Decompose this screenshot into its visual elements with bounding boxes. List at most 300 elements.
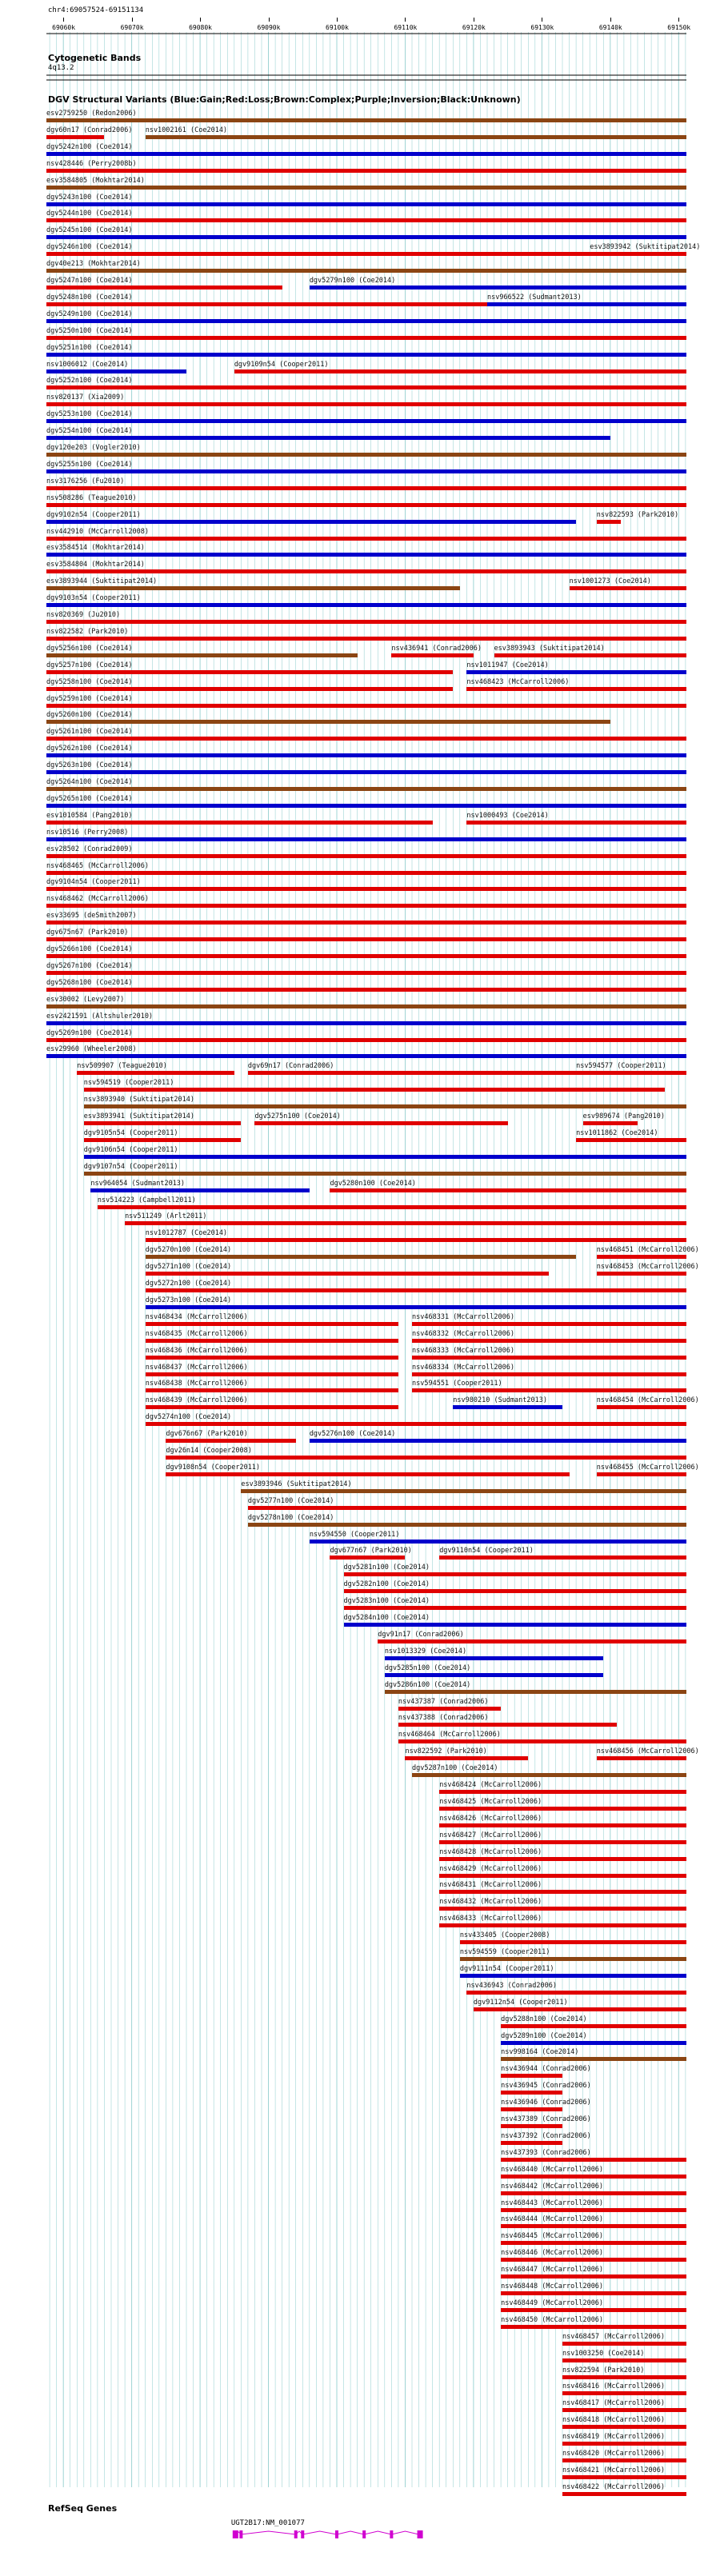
variant-label[interactable]: nsv1002161 (Coe2014)	[145, 126, 228, 134]
variant-bar-loss[interactable]	[501, 2224, 686, 2228]
variant-bar-loss[interactable]	[398, 1739, 686, 1743]
variant-label[interactable]: esv33695 (deSmith2007)	[46, 912, 137, 921]
variant-bar-loss[interactable]	[412, 1356, 686, 1360]
variant-label[interactable]: esv3893943 (Suktitipat2014)	[494, 644, 605, 653]
variant-bar-loss[interactable]	[501, 2091, 562, 2095]
variant-label[interactable]: dgv5266n100 (Coe2014)	[46, 945, 133, 953]
variant-label[interactable]: nsv468439 (McCarroll2006)	[145, 1396, 248, 1405]
variant-label[interactable]: nsv820137 (Xia2009)	[46, 393, 125, 402]
variant-bar-gain[interactable]	[501, 2041, 686, 2045]
variant-label[interactable]: dgv5289n100 (Coe2014)	[501, 2031, 587, 2040]
variant-bar-loss[interactable]	[344, 1589, 686, 1593]
variant-label[interactable]: esv30002 (Levy2007)	[46, 995, 125, 1004]
variant-label[interactable]: dgv5253n100 (Coe2014)	[46, 410, 133, 419]
variant-label[interactable]: nsv468431 (McCarroll2006)	[439, 1881, 542, 1890]
variant-label[interactable]: nsv468462 (McCarroll2006)	[46, 895, 149, 904]
variant-label[interactable]: dgv9110n54 (Cooper2011)	[439, 1547, 534, 1556]
variant-label[interactable]: dgv9104n54 (Cooper2011)	[46, 878, 141, 887]
variant-bar-loss[interactable]	[466, 821, 686, 825]
variant-bar-loss[interactable]	[501, 2208, 686, 2212]
variant-bar-loss[interactable]	[84, 1138, 242, 1142]
variant-bar-loss[interactable]	[501, 2175, 686, 2179]
variant-bar-loss[interactable]	[46, 670, 453, 674]
variant-bar-loss[interactable]	[501, 2325, 686, 2329]
variant-label[interactable]: dgv5287n100 (Coe2014)	[412, 1764, 498, 1773]
variant-bar-loss[interactable]	[248, 1506, 686, 1510]
variant-label[interactable]: nsv3893940 (Suktitipat2014)	[83, 1096, 194, 1104]
variant-label[interactable]: dgv5281n100 (Coe2014)	[343, 1564, 430, 1572]
variant-bar-loss[interactable]	[248, 1071, 590, 1075]
variant-label[interactable]: esv3584804 (Mokhtar2014)	[46, 561, 145, 569]
variant-bar-loss[interactable]	[46, 904, 686, 908]
variant-bar-gain[interactable]	[344, 1623, 686, 1627]
variant-label[interactable]: esv3893941 (Suktitipat2014)	[83, 1112, 194, 1120]
variant-label[interactable]: nsv468334 (McCarroll2006)	[412, 1363, 514, 1372]
variant-label[interactable]: nsv1011862 (Coe2014)	[576, 1128, 658, 1137]
variant-bar-loss[interactable]	[46, 385, 686, 389]
variant-bar-complex[interactable]	[241, 1489, 686, 1493]
variant-label[interactable]: nsv964054 (Sudmant2013)	[90, 1179, 186, 1188]
variant-bar-complex[interactable]	[46, 720, 610, 724]
variant-label[interactable]: dgv5246n100 (Coe2014)	[46, 243, 133, 252]
variant-bar-loss[interactable]	[146, 1322, 398, 1326]
variant-label[interactable]: dgv5244n100 (Coe2014)	[46, 210, 133, 218]
variant-label[interactable]: nsv468457 (McCarroll2006)	[562, 2332, 665, 2341]
variant-label[interactable]: nsv468453 (McCarroll2006)	[596, 1263, 699, 1272]
variant-label[interactable]: nsv433405 (Cooper2008)	[459, 1931, 550, 1940]
variant-bar-complex[interactable]	[248, 1523, 686, 1527]
variant-label[interactable]: dgv5271n100 (Coe2014)	[145, 1263, 232, 1272]
variant-label[interactable]: nsv437389 (Conrad2006)	[501, 2115, 591, 2123]
variant-label[interactable]: nsv437388 (Conrad2006)	[398, 1714, 489, 1723]
variant-bar-loss[interactable]	[46, 854, 686, 858]
variant-bar-loss[interactable]	[398, 1723, 617, 1727]
variant-bar-complex[interactable]	[146, 1255, 576, 1259]
variant-label[interactable]: dgv5270n100 (Coe2014)	[145, 1246, 232, 1255]
variant-bar-loss[interactable]	[501, 2074, 562, 2078]
variant-bar-loss[interactable]	[46, 937, 686, 941]
variant-label[interactable]: nsv468332 (McCarroll2006)	[412, 1329, 514, 1338]
variant-label[interactable]: nsv594551 (Cooper2011)	[412, 1380, 502, 1388]
variant-bar-loss[interactable]	[166, 1439, 295, 1443]
variant-bar-loss[interactable]	[501, 2124, 562, 2128]
variant-label[interactable]: nsv468448 (McCarroll2006)	[501, 2282, 604, 2290]
variant-bar-loss[interactable]	[501, 2191, 686, 2195]
variant-bar-complex[interactable]	[146, 135, 686, 139]
variant-bar-loss[interactable]	[439, 1907, 686, 1911]
variant-label[interactable]: nsv468428 (McCarroll2006)	[439, 1847, 542, 1856]
variant-label[interactable]: dgv5280n100 (Coe2014)	[330, 1179, 416, 1188]
variant-bar-loss[interactable]	[412, 1372, 686, 1376]
variant-bar-gain[interactable]	[46, 436, 610, 440]
variant-bar-loss[interactable]	[146, 1372, 398, 1376]
variant-label[interactable]: dgv5245n100 (Coe2014)	[46, 226, 133, 235]
variant-bar-loss[interactable]	[46, 169, 686, 173]
variant-bar-loss[interactable]	[84, 1121, 242, 1125]
variant-label[interactable]: dgv5282n100 (Coe2014)	[343, 1580, 430, 1589]
variant-label[interactable]: esv2421591 (Altshuler2010)	[46, 1012, 154, 1020]
variant-bar-loss[interactable]	[344, 1606, 686, 1610]
variant-label[interactable]: dgv91n17 (Conrad2006)	[378, 1630, 464, 1639]
variant-bar-gain[interactable]	[46, 553, 686, 557]
variant-bar-gain[interactable]	[46, 520, 576, 524]
variant-label[interactable]: nsv966522 (Sudmant2013)	[487, 293, 582, 302]
variant-label[interactable]: dgv26n14 (Cooper2008)	[166, 1447, 252, 1455]
variant-bar-gain[interactable]	[46, 837, 686, 841]
variant-bar-complex[interactable]	[84, 1104, 686, 1108]
variant-bar-gain[interactable]	[46, 419, 686, 423]
variant-bar-loss[interactable]	[234, 369, 686, 373]
variant-bar-loss[interactable]	[501, 2308, 686, 2312]
variant-bar-loss[interactable]	[46, 954, 686, 958]
variant-label[interactable]: nsv468443 (McCarroll2006)	[501, 2199, 604, 2207]
variant-bar-loss[interactable]	[46, 620, 686, 624]
variant-bar-complex[interactable]	[412, 1773, 686, 1777]
variant-label[interactable]: nsv468419 (McCarroll2006)	[562, 2433, 665, 2442]
variant-label[interactable]: dgv5254n100 (Coe2014)	[46, 427, 133, 436]
variant-bar-loss[interactable]	[46, 971, 686, 975]
variant-bar-loss[interactable]	[439, 1556, 686, 1560]
variant-label[interactable]: nsv3176256 (Fu2010)	[46, 477, 125, 485]
variant-bar-loss[interactable]	[398, 1707, 501, 1711]
variant-bar-loss[interactable]	[439, 1874, 686, 1878]
variant-bar-loss[interactable]	[46, 871, 686, 875]
variant-bar-loss[interactable]	[562, 2492, 686, 2496]
variant-label[interactable]: nsv468442 (McCarroll2006)	[501, 2182, 604, 2191]
variant-bar-gain[interactable]	[46, 603, 686, 607]
variant-label[interactable]: nsv468416 (McCarroll2006)	[562, 2382, 665, 2391]
variant-label[interactable]: nsv468418 (McCarroll2006)	[562, 2416, 665, 2425]
variant-bar-gain[interactable]	[310, 1540, 686, 1544]
variant-bar-loss[interactable]	[597, 1405, 686, 1409]
variant-label[interactable]: dgv5258n100 (Coe2014)	[46, 677, 133, 686]
variant-bar-loss[interactable]	[562, 2425, 686, 2429]
variant-bar-gain[interactable]	[84, 1155, 686, 1159]
variant-bar-gain[interactable]	[46, 319, 686, 323]
variant-label[interactable]: dgv5264n100 (Coe2014)	[46, 778, 133, 786]
variant-label[interactable]: nsv1013329 (Coe2014)	[384, 1647, 467, 1655]
variant-bar-complex[interactable]	[46, 186, 686, 190]
variant-label[interactable]: dgv5261n100 (Coe2014)	[46, 728, 133, 737]
variant-bar-complex[interactable]	[46, 586, 460, 590]
variant-label[interactable]: nsv1012787 (Coe2014)	[145, 1229, 228, 1238]
variant-label[interactable]: nsv1011947 (Coe2014)	[466, 661, 549, 669]
variant-bar-loss[interactable]	[501, 2274, 686, 2278]
variant-bar-loss[interactable]	[344, 1572, 686, 1576]
variant-label[interactable]: dgv5273n100 (Coe2014)	[145, 1296, 232, 1304]
variant-bar-gain[interactable]	[310, 286, 686, 290]
variant-bar-loss[interactable]	[46, 921, 686, 925]
variant-bar-loss[interactable]	[412, 1388, 686, 1392]
variant-label[interactable]: dgv5263n100 (Coe2014)	[46, 761, 133, 770]
variant-bar-loss[interactable]	[46, 402, 686, 406]
variant-bar-loss[interactable]	[460, 1940, 686, 1944]
variant-label[interactable]: dgv60n17 (Conrad2006)	[46, 126, 133, 134]
variant-label[interactable]: dgv5272n100 (Coe2014)	[145, 1280, 232, 1288]
variant-bar-gain[interactable]	[90, 1188, 309, 1192]
variant-bar-loss[interactable]	[597, 1472, 686, 1476]
variant-bar-loss[interactable]	[46, 737, 686, 741]
variant-bar-loss[interactable]	[576, 1071, 686, 1075]
variant-label[interactable]: dgv5257n100 (Coe2014)	[46, 661, 133, 669]
variant-bar-gain[interactable]	[46, 1021, 686, 1025]
variant-label[interactable]: dgv9106n54 (Cooper2011)	[83, 1145, 178, 1154]
variant-bar-loss[interactable]	[46, 821, 433, 825]
variant-label[interactable]: dgv69n17 (Conrad2006)	[247, 1062, 334, 1071]
variant-bar-loss[interactable]	[439, 1807, 686, 1811]
variant-label[interactable]: dgv5256n100 (Coe2014)	[46, 644, 133, 653]
variant-bar-loss[interactable]	[466, 1991, 686, 1995]
variant-label[interactable]: dgv40e213 (Mokhtar2014)	[46, 260, 141, 269]
variant-label[interactable]: nsv468451 (McCarroll2006)	[596, 1246, 699, 1255]
variant-bar-gain[interactable]	[46, 152, 686, 156]
variant-bar-complex[interactable]	[46, 269, 686, 273]
variant-label[interactable]: nsv428446 (Perry2008b)	[46, 159, 137, 168]
variant-bar-complex[interactable]	[501, 2057, 686, 2061]
variant-bar-gain[interactable]	[466, 670, 686, 674]
variant-bar-loss[interactable]	[597, 520, 621, 524]
variant-bar-gain[interactable]	[46, 1054, 686, 1058]
variant-bar-loss[interactable]	[166, 1472, 569, 1476]
variant-bar-loss[interactable]	[562, 2391, 686, 2395]
variant-bar-loss[interactable]	[501, 2024, 686, 2028]
variant-bar-loss[interactable]	[405, 1756, 528, 1760]
variant-label[interactable]: dgv5259n100 (Coe2014)	[46, 694, 133, 703]
variant-bar-loss[interactable]	[570, 586, 686, 590]
variant-label[interactable]: dgv5255n100 (Coe2014)	[46, 460, 133, 469]
variant-bar-loss[interactable]	[146, 1272, 549, 1276]
variant-bar-loss[interactable]	[98, 1205, 686, 1209]
variant-label[interactable]: nsv514223 (Campbell2011)	[97, 1196, 196, 1204]
variant-label[interactable]: dgv5247n100 (Coe2014)	[46, 277, 133, 285]
variant-label[interactable]: esv28502 (Conrad2009)	[46, 845, 133, 853]
variant-label[interactable]: nsv468333 (McCarroll2006)	[412, 1346, 514, 1355]
variant-label[interactable]: dgv9107n54 (Cooper2011)	[83, 1162, 178, 1171]
variant-bar-loss[interactable]	[254, 1121, 507, 1125]
variant-bar-loss[interactable]	[46, 135, 104, 139]
variant-bar-loss[interactable]	[166, 1456, 686, 1460]
variant-bar-loss[interactable]	[46, 687, 453, 691]
variant-label[interactable]: nsv468464 (McCarroll2006)	[398, 1731, 501, 1739]
variant-bar-complex[interactable]	[84, 1172, 686, 1176]
variant-label[interactable]: nsv10516 (Perry2008)	[46, 828, 129, 837]
variant-label[interactable]: dgv676n67 (Park2010)	[166, 1430, 248, 1439]
variant-label[interactable]: esv989674 (Pang2010)	[582, 1112, 666, 1120]
variant-label[interactable]: nsv468417 (McCarroll2006)	[562, 2399, 665, 2408]
variant-bar-loss[interactable]	[77, 1071, 234, 1075]
variant-label[interactable]: dgv5268n100 (Coe2014)	[46, 978, 133, 987]
variant-label[interactable]: dgv5279n100 (Coe2014)	[309, 277, 396, 285]
variant-label[interactable]: nsv1006012 (Coe2014)	[46, 360, 129, 369]
variant-label[interactable]: nsv980210 (Sudmant2013)	[453, 1396, 547, 1405]
variant-label[interactable]: dgv675n67 (Park2010)	[46, 929, 129, 937]
variant-bar-loss[interactable]	[46, 1038, 686, 1042]
variant-label[interactable]: nsv822592 (Park2010)	[405, 1747, 487, 1756]
variant-label[interactable]: nsv822594 (Park2010)	[562, 2366, 645, 2374]
variant-label[interactable]: nsv437392 (Conrad2006)	[501, 2131, 591, 2140]
variant-bar-loss[interactable]	[439, 1840, 686, 1844]
variant-bar-loss[interactable]	[330, 1188, 686, 1192]
variant-bar-loss[interactable]	[474, 2007, 686, 2011]
variant-label[interactable]: dgv5251n100 (Coe2014)	[46, 343, 133, 352]
variant-label[interactable]: nsv468437 (McCarroll2006)	[145, 1363, 248, 1372]
variant-label[interactable]: nsv468435 (McCarroll2006)	[145, 1329, 248, 1338]
variant-label[interactable]: nsv822582 (Park2010)	[46, 627, 129, 636]
gene-label[interactable]: UGT2B17:NM_001077	[230, 2519, 305, 2527]
variant-label[interactable]: nsv468449 (McCarroll2006)	[501, 2298, 604, 2307]
variant-bar-loss[interactable]	[590, 252, 686, 256]
variant-label[interactable]: dgv5250n100 (Coe2014)	[46, 326, 133, 335]
variant-label[interactable]: nsv437393 (Conrad2006)	[501, 2148, 591, 2157]
variant-label[interactable]: nsv594519 (Cooper2011)	[83, 1079, 174, 1088]
variant-bar-gain[interactable]	[46, 369, 186, 373]
variant-label[interactable]: esv3893942 (Suktitipat2014)	[590, 243, 701, 252]
variant-bar-loss[interactable]	[501, 2241, 686, 2245]
variant-label[interactable]: nsv436944 (Conrad2006)	[501, 2065, 591, 2074]
variant-label[interactable]: dgv677n67 (Park2010)	[330, 1547, 412, 1556]
variant-label[interactable]: nsv468444 (McCarroll2006)	[501, 2215, 604, 2224]
variant-bar-loss[interactable]	[146, 1288, 686, 1292]
variant-bar-loss[interactable]	[597, 1255, 686, 1259]
variant-label[interactable]: nsv594550 (Cooper2011)	[309, 1530, 400, 1539]
variant-bar-loss[interactable]	[439, 1890, 686, 1894]
variant-label[interactable]: dgv9102n54 (Cooper2011)	[46, 510, 141, 519]
variant-label[interactable]: dgv5286n100 (Coe2014)	[384, 1680, 471, 1689]
variant-bar-loss[interactable]	[562, 2358, 686, 2362]
variant-bar-loss[interactable]	[46, 486, 686, 490]
variant-bar-gain[interactable]	[46, 353, 686, 357]
variant-label[interactable]: dgv5283n100 (Coe2014)	[343, 1597, 430, 1606]
variant-label[interactable]: nsv468436 (McCarroll2006)	[145, 1346, 248, 1355]
variant-label[interactable]: nsv1001273 (Coe2014)	[569, 577, 651, 586]
variant-bar-gain[interactable]	[46, 469, 686, 473]
variant-bar-loss[interactable]	[562, 2342, 686, 2346]
variant-label[interactable]: nsv468454 (McCarroll2006)	[596, 1396, 699, 1405]
variant-label[interactable]: nsv508286 (Teague2010)	[46, 493, 137, 502]
variant-bar-gain[interactable]	[453, 1405, 562, 1409]
variant-label[interactable]: dgv5260n100 (Coe2014)	[46, 711, 133, 720]
variant-bar-gain[interactable]	[46, 804, 686, 808]
variant-label[interactable]: dgv5242n100 (Coe2014)	[46, 142, 133, 151]
variant-bar-loss[interactable]	[330, 1556, 405, 1560]
variant-bar-loss[interactable]	[46, 286, 282, 290]
variant-bar-gain[interactable]	[385, 1673, 603, 1677]
variant-label[interactable]: nsv468465 (McCarroll2006)	[46, 861, 149, 870]
variant-bar-complex[interactable]	[46, 1004, 686, 1008]
variant-bar-loss[interactable]	[597, 1756, 686, 1760]
variant-label[interactable]: dgv9112n54 (Cooper2011)	[473, 1998, 568, 2007]
variant-label[interactable]: nsv468420 (McCarroll2006)	[562, 2450, 665, 2458]
variant-bar-gain[interactable]	[46, 753, 686, 757]
gene-model-ugt2b17[interactable]	[0, 2529, 712, 2540]
variant-label[interactable]: dgv5252n100 (Coe2014)	[46, 377, 133, 385]
variant-bar-gain[interactable]	[46, 770, 686, 774]
variant-label[interactable]: dgv5274n100 (Coe2014)	[145, 1413, 232, 1422]
variant-label[interactable]: nsv509907 (Teague2010)	[77, 1062, 167, 1071]
variant-label[interactable]: nsv468429 (McCarroll2006)	[439, 1864, 542, 1873]
variant-label[interactable]: nsv468446 (McCarroll2006)	[501, 2249, 604, 2258]
variant-label[interactable]: nsv468456 (McCarroll2006)	[596, 1747, 699, 1756]
variant-bar-loss[interactable]	[412, 1339, 686, 1343]
variant-label[interactable]: dgv9111n54 (Cooper2011)	[459, 1964, 554, 1973]
variant-label[interactable]: dgv5249n100 (Coe2014)	[46, 310, 133, 318]
variant-label[interactable]: nsv998164 (Coe2014)	[501, 2048, 579, 2057]
variant-bar-loss[interactable]	[562, 2458, 686, 2462]
variant-bar-loss[interactable]	[562, 2408, 686, 2412]
variant-label[interactable]: nsv594559 (Cooper2011)	[459, 1948, 550, 1956]
variant-bar-loss[interactable]	[501, 2258, 686, 2262]
variant-label[interactable]: nsv820369 (Ju2010)	[46, 611, 121, 619]
variant-bar-loss[interactable]	[501, 2141, 562, 2145]
variant-label[interactable]: nsv1000493 (Coe2014)	[466, 811, 549, 820]
variant-bar-loss[interactable]	[46, 503, 686, 507]
variant-bar-complex[interactable]	[46, 787, 686, 791]
variant-bar-loss[interactable]	[562, 2442, 686, 2446]
variant-label[interactable]: esv3584805 (Mokhtar2014)	[46, 176, 145, 185]
variant-label[interactable]: esv29960 (Wheeler2008)	[46, 1045, 137, 1054]
variant-bar-loss[interactable]	[46, 537, 686, 541]
variant-label[interactable]: nsv468438 (McCarroll2006)	[145, 1380, 248, 1388]
variant-label[interactable]: nsv437387 (Conrad2006)	[398, 1697, 489, 1706]
variant-bar-gain[interactable]	[460, 1974, 686, 1978]
variant-label[interactable]: nsv436946 (Conrad2006)	[501, 2099, 591, 2107]
variant-bar-loss[interactable]	[146, 1339, 398, 1343]
variant-label[interactable]: nsv468424 (McCarroll2006)	[439, 1781, 542, 1789]
variant-bar-gain[interactable]	[46, 202, 686, 206]
variant-label[interactable]: dgv9109n54 (Cooper2011)	[234, 360, 329, 369]
variant-label[interactable]: nsv468421 (McCarroll2006)	[562, 2466, 665, 2474]
variant-bar-loss[interactable]	[439, 1857, 686, 1861]
variant-bar-loss[interactable]	[125, 1221, 686, 1225]
variant-bar-gain[interactable]	[146, 1305, 686, 1309]
variant-bar-loss[interactable]	[412, 1322, 686, 1326]
variant-bar-loss[interactable]	[576, 1138, 686, 1142]
variant-label[interactable]: dgv5269n100 (Coe2014)	[46, 1028, 133, 1037]
variant-label[interactable]: nsv436943 (Conrad2006)	[466, 1981, 557, 1990]
variant-label[interactable]: dgv5275n100 (Coe2014)	[254, 1112, 341, 1120]
variant-bar-complex[interactable]	[460, 1957, 686, 1961]
variant-label[interactable]: nsv468455 (McCarroll2006)	[596, 1463, 699, 1472]
variant-bar-loss[interactable]	[439, 1823, 686, 1827]
variant-bar-complex[interactable]	[46, 118, 686, 122]
variant-bar-loss[interactable]	[146, 1422, 686, 1426]
variant-bar-loss[interactable]	[46, 336, 686, 340]
variant-bar-loss[interactable]	[146, 1405, 398, 1409]
variant-label[interactable]: dgv9103n54 (Cooper2011)	[46, 594, 141, 603]
variant-label[interactable]: nsv468426 (McCarroll2006)	[439, 1814, 542, 1823]
variant-label[interactable]: nsv468423 (McCarroll2006)	[466, 677, 570, 686]
variant-label[interactable]: dgv9108n54 (Cooper2011)	[166, 1463, 261, 1472]
variant-label[interactable]: nsv436941 (Conrad2006)	[391, 644, 482, 653]
variant-bar-loss[interactable]	[597, 1272, 686, 1276]
variant-label[interactable]: esv2759250 (Redon2006)	[46, 110, 137, 118]
variant-label[interactable]: nsv594577 (Cooper2011)	[576, 1062, 666, 1071]
variant-label[interactable]: nsv468422 (McCarroll2006)	[562, 2482, 665, 2491]
variant-label[interactable]: esv3584514 (Mokhtar2014)	[46, 544, 145, 553]
variant-label[interactable]: dgv5243n100 (Coe2014)	[46, 193, 133, 202]
variant-label[interactable]: nsv442910 (McCarroll2008)	[46, 527, 149, 536]
variant-bar-loss[interactable]	[562, 2375, 686, 2379]
variant-bar-loss[interactable]	[439, 1923, 686, 1927]
variant-label[interactable]: dgv5288n100 (Coe2014)	[501, 2015, 587, 2023]
variant-label[interactable]: nsv468427 (McCarroll2006)	[439, 1831, 542, 1839]
variant-bar-gain[interactable]	[487, 302, 686, 306]
variant-label[interactable]: nsv822593 (Park2010)	[596, 510, 679, 519]
variant-label[interactable]: dgv9105n54 (Cooper2011)	[83, 1128, 178, 1137]
variant-label[interactable]: dgv5265n100 (Coe2014)	[46, 794, 133, 803]
variant-bar-loss[interactable]	[46, 637, 686, 641]
variant-label[interactable]: dgv5262n100 (Coe2014)	[46, 745, 133, 753]
